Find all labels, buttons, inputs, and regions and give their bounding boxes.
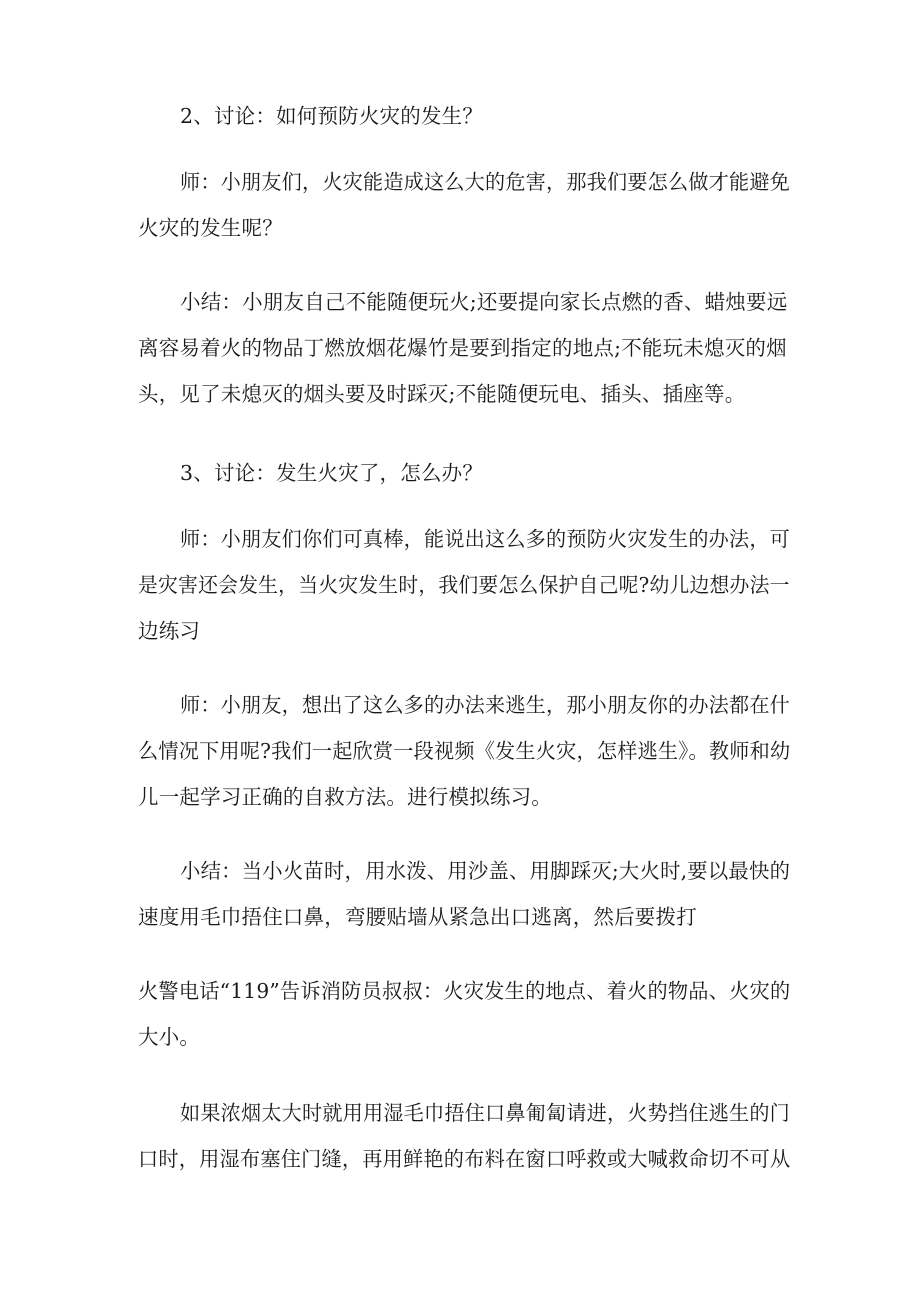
paragraph-line: 小结：当小火苗时，用水泼、用沙盖、用脚踩灭;大火时,要以最快的 bbox=[180, 859, 791, 883]
paragraph-line: 速度用毛巾捂住口鼻，弯腰贴墙从紧急出口逃离，然后要拨打 bbox=[138, 905, 697, 929]
paragraph-line: 小结：小朋友自己不能随便玩火;还要提向家长点燃的香、蜡烛要远 bbox=[180, 290, 788, 314]
paragraph-line: 口时，用湿布塞住门缝，再用鲜艳的布料在窗口呼救或大喊救命切不可从 bbox=[138, 1147, 791, 1171]
paragraph-line: 师：小朋友们，火灾能造成这么大的危害，那我们要怎么做才能避免 bbox=[180, 170, 791, 194]
heading-discussion-3: 3、讨论：发生火灾了，怎么办？ bbox=[180, 461, 484, 485]
paragraph-line: 如果浓烟太大时就用用湿毛巾捂住口鼻匍匐请进，火势挡住逃生的门 bbox=[180, 1101, 791, 1125]
paragraph-line: 离容易着火的物品丁燃放烟花爆竹是要到指定的地点;不能玩未熄灭的烟 bbox=[138, 336, 787, 360]
paragraph-line: 火警电话“119”告诉消防员叔叔：火灾发生的地点、着火的物品、火灾的 bbox=[138, 979, 791, 1003]
paragraph-line: 师：小朋友们你们可真棒，能说出这么多的预防火灾发生的办法，可 bbox=[180, 527, 791, 551]
paragraph-line: 是灾害还会发生，当火灾发生时，我们要怎么保护自己呢?幼儿边想办法一 bbox=[138, 573, 790, 597]
paragraph-line: 么情况下用呢?我们一起欣赏一段视频《发生火灾，怎样逃生》。教师和幼 bbox=[138, 739, 791, 763]
paragraph-line: 头，见了未熄灭的烟头要及时踩灭;不能随便玩电、插头、插座等。 bbox=[138, 382, 746, 406]
heading-discussion-2: 2、讨论：如何预防火灾的发生？ bbox=[180, 104, 484, 128]
paragraph-line: 边练习 bbox=[138, 619, 201, 643]
paragraph-line: 大小。 bbox=[138, 1025, 201, 1049]
paragraph-line: 火灾的发生呢？ bbox=[138, 216, 283, 240]
paragraph-line: 儿一起学习正确的自救方法。进行模拟练习。 bbox=[138, 785, 552, 809]
paragraph-line: 师：小朋友，想出了这么多的办法来逃生，那小朋友你的办法都在什 bbox=[180, 693, 791, 717]
